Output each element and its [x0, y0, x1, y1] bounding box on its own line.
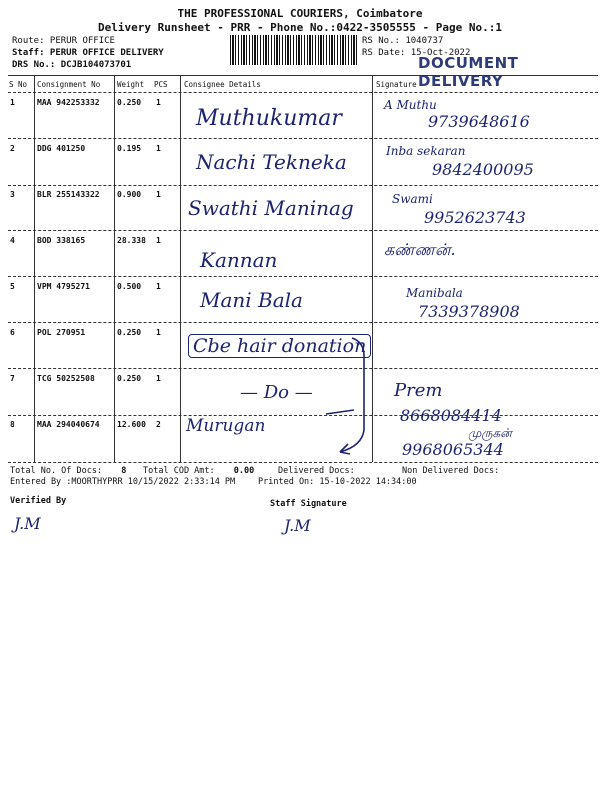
table-top-border — [8, 75, 598, 76]
row-sno: 6 — [10, 328, 15, 337]
rs-number: RS No.: 1040737 — [362, 36, 444, 46]
runsheet-title: Delivery Runsheet - PRR - Phone No.:0422-3505555 - Page No.:1 — [98, 21, 502, 34]
row-weight: 0.500 — [117, 282, 142, 291]
total-docs-value: 8 — [121, 466, 127, 476]
col-divider — [180, 75, 181, 462]
company-name: THE PROFESSIONAL COURIERS, Coimbatore — [177, 7, 423, 20]
row-pcs: 1 — [156, 236, 161, 245]
col-header-sno: S No — [9, 80, 28, 89]
row-consignment: VPM 4795271 — [37, 282, 90, 291]
row-consignee: — Do — — [240, 382, 313, 403]
row-sno: 1 — [10, 98, 15, 107]
row-phone: 7339378908 — [418, 302, 520, 321]
row-sno: 4 — [10, 236, 15, 245]
row-pcs: 2 — [156, 420, 161, 429]
row-signature: A Muthu — [384, 98, 437, 112]
barcode — [230, 35, 358, 65]
row-weight: 0.195 — [117, 144, 142, 153]
entered-by: Entered By :MOORTHYPRR 10/15/2022 2:33:14 PM — [10, 477, 236, 487]
row-sno: 7 — [10, 374, 15, 383]
row-consignment: POL 270951 — [37, 328, 86, 337]
row-weight: 0.250 — [117, 328, 142, 337]
rs-date: RS Date: 15-Oct-2022 — [362, 48, 471, 58]
row-consignee: Swathi Maninag — [188, 196, 354, 220]
row-consignment: BOD 338165 — [37, 236, 86, 245]
row-sno: 8 — [10, 420, 15, 429]
row-consignment: MAA 294040674 — [37, 420, 100, 429]
delivered-docs-label: Delivered Docs: — [278, 466, 355, 476]
row-consignment: BLR 255143322 — [37, 190, 100, 199]
row-divider — [8, 185, 598, 186]
row-signature: Swami — [392, 192, 433, 206]
row-sno: 2 — [10, 144, 15, 153]
row-consignee: Kannan — [200, 248, 278, 272]
row-phone: 8668084414 — [400, 406, 502, 425]
col-header-pcs: PCS — [154, 80, 168, 89]
cod-label: Total COD Amt: — [143, 466, 215, 476]
row-pcs: 1 — [156, 328, 161, 337]
col-divider — [114, 75, 115, 462]
row-pcs: 1 — [156, 282, 161, 291]
total-cod — [143, 466, 254, 476]
row-weight: 0.250 — [117, 374, 142, 383]
row-consignment: DDG 401250 — [37, 144, 86, 153]
row-consignment: TCG 50252508 — [37, 374, 95, 383]
hand-drawn-arrow — [290, 330, 380, 460]
row-consignee: Muthukumar — [196, 106, 342, 131]
row-pcs: 1 — [156, 374, 161, 383]
drs-number: DRS No.: DCJB104073701 — [12, 60, 132, 70]
verified-by-label: Verified By — [10, 496, 67, 506]
row-pcs: 1 — [156, 98, 161, 107]
col-header-weight: Weight — [117, 80, 145, 89]
row-divider — [8, 138, 598, 139]
row-weight: 12.600 — [117, 420, 146, 429]
staff-signature-label: Staff Signature — [270, 499, 347, 509]
row-sno: 3 — [10, 190, 15, 199]
cod-value: 0.00 — [233, 466, 255, 476]
row-pcs: 1 — [156, 144, 161, 153]
row-consignee: Cbe hair donation — [188, 334, 371, 358]
col-header-consignment: Consignment No — [37, 80, 101, 89]
row-consignment: MAA 942253332 — [37, 98, 100, 107]
verifier-signature: J.M — [14, 514, 41, 533]
col-header-consignee: Consignee Details — [184, 80, 261, 89]
staff-label: Staff: PERUR OFFICE DELIVERY — [12, 48, 164, 58]
row-phone: 9842400095 — [432, 160, 534, 179]
row-consignee: Mani Bala — [200, 288, 303, 312]
row-phone: 9968065344 — [402, 440, 504, 459]
row-phone: 9952623743 — [424, 208, 526, 227]
row-signature: முருகன் — [468, 426, 512, 440]
row-consignee: Murugan — [186, 416, 266, 436]
row-weight: 0.900 — [117, 190, 142, 199]
document-delivery-stamp: DOCUMENT DELIVERY — [418, 54, 519, 90]
row-divider — [8, 276, 598, 277]
col-header-signature: Signature — [376, 80, 417, 89]
non-delivered-docs-label: Non Delivered Docs: — [402, 466, 500, 476]
route-label: Route: PERUR OFFICE — [12, 36, 115, 46]
row-pcs: 1 — [156, 190, 161, 199]
row-sno: 5 — [10, 282, 15, 291]
row-signature: Prem — [394, 380, 443, 401]
row-divider — [8, 230, 598, 231]
table-header-border — [8, 92, 598, 93]
total-docs-label: Total No. Of Docs: — [10, 466, 103, 476]
row-signature: கண்ணன். — [384, 240, 456, 259]
row-divider — [8, 462, 598, 463]
row-signature: Inba sekaran — [386, 144, 466, 158]
row-weight: 28.338 — [117, 236, 146, 245]
total-docs — [10, 466, 126, 476]
row-consignee: Nachi Tekneka — [196, 150, 347, 174]
staff-signature: J.M — [284, 516, 311, 535]
row-phone: 9739648616 — [428, 112, 530, 131]
col-divider — [34, 75, 35, 462]
row-signature: Manibala — [406, 286, 463, 300]
row-weight: 0.250 — [117, 98, 142, 107]
row-divider — [8, 322, 598, 323]
printed-on: Printed On: 15-10-2022 14:34:00 — [258, 477, 417, 487]
